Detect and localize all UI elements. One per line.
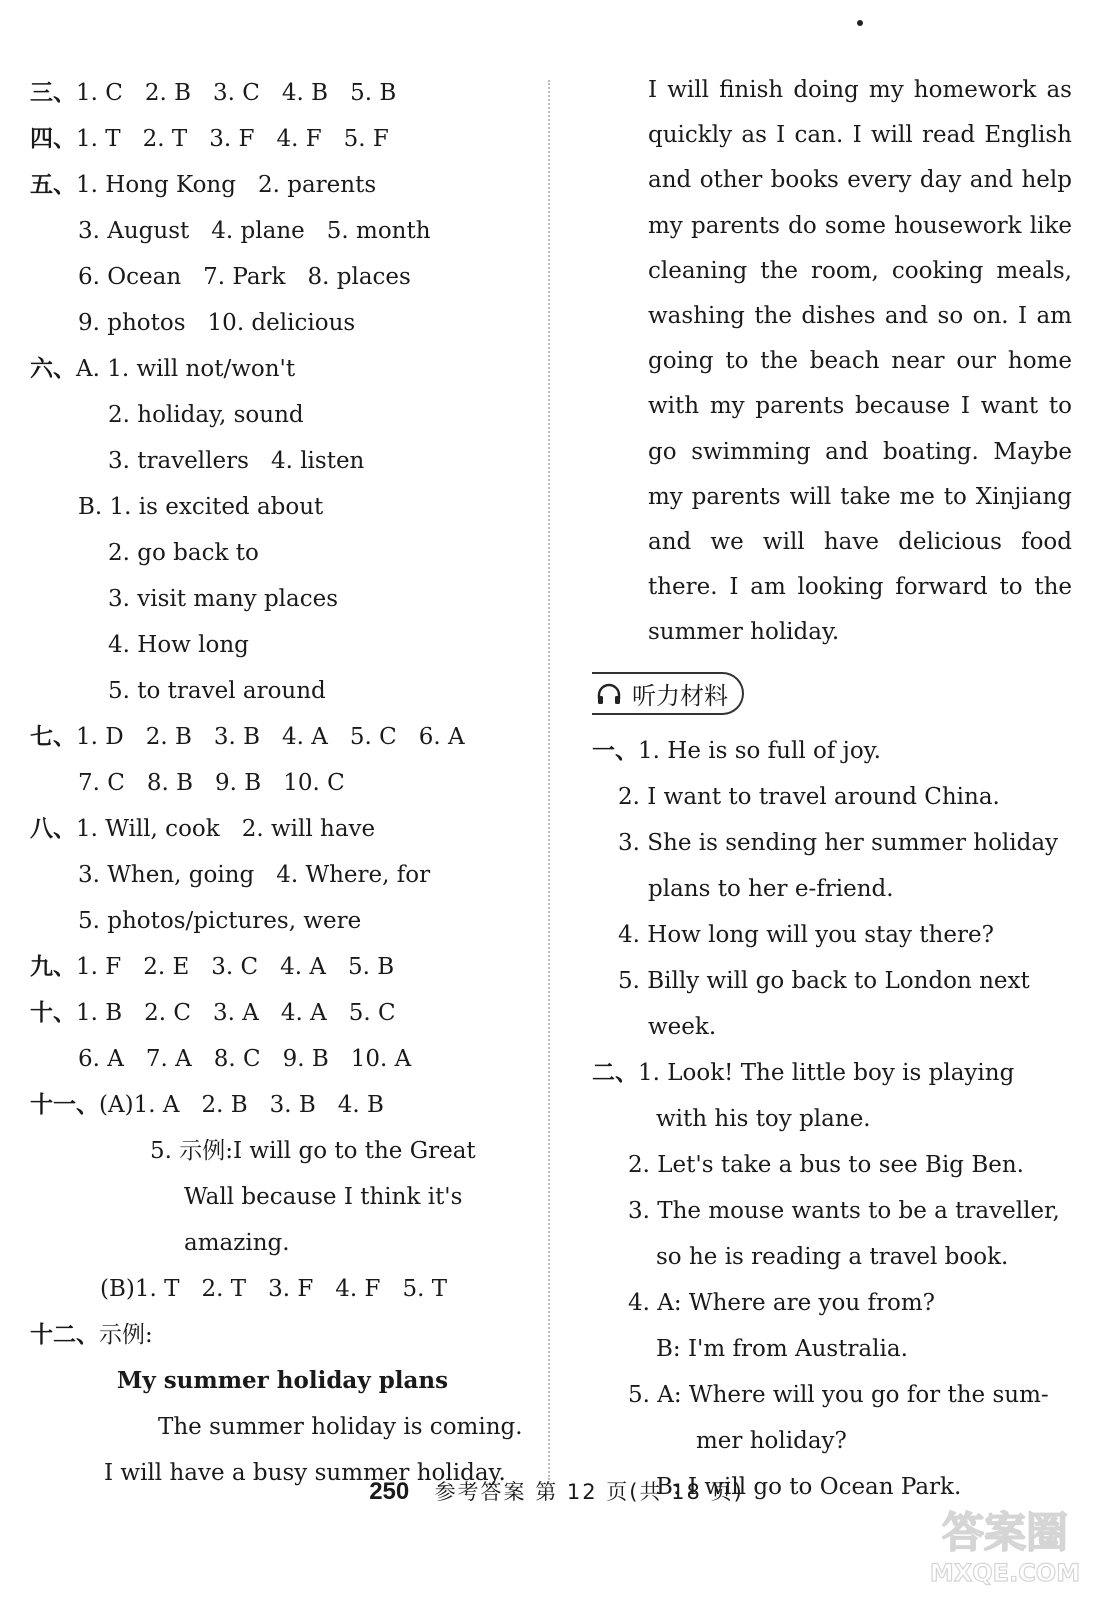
answer: 3. B bbox=[213, 724, 261, 750]
essay-text: I will have a busy summer holiday. bbox=[104, 1460, 506, 1486]
answer: 2. C bbox=[144, 1000, 192, 1026]
answer: 4. How long bbox=[108, 632, 249, 658]
answer: 1. is excited about bbox=[109, 494, 324, 520]
section-6-a1 bbox=[30, 346, 535, 392]
answer: 1. will not/won't bbox=[107, 356, 296, 382]
section-12-label bbox=[30, 1312, 535, 1358]
listening-2-item-5a bbox=[592, 1372, 1072, 1418]
svg-text:MXQE.COM: MXQE.COM bbox=[929, 1559, 1081, 1587]
section-number: 二、 bbox=[592, 1059, 638, 1086]
section-11-a5-line-3 bbox=[30, 1220, 535, 1266]
answer: 5. C bbox=[349, 724, 397, 750]
listening-2-item-3a bbox=[592, 1188, 1072, 1234]
listening-2-item-4b bbox=[592, 1326, 1072, 1372]
answer: 10. A bbox=[350, 1046, 412, 1072]
listening-2-item-4a bbox=[592, 1280, 1072, 1326]
answer: 1. A bbox=[133, 1092, 180, 1118]
answer: 5. B bbox=[350, 80, 397, 106]
listening-1-item-3b bbox=[592, 866, 1072, 912]
listening-2-item-1a bbox=[592, 1050, 1072, 1096]
listening-text: 1. He is so full of joy. bbox=[638, 737, 881, 764]
section-11-a5-line-2 bbox=[30, 1174, 535, 1220]
section-6-b1 bbox=[30, 484, 535, 530]
part-label: A. bbox=[76, 356, 100, 382]
section-number: 八、 bbox=[30, 816, 76, 842]
watermark-logo bbox=[915, 1495, 1095, 1590]
section-6-b5 bbox=[30, 668, 535, 714]
svg-text:答案圈: 答案圈 bbox=[941, 1508, 1069, 1557]
listening-text: 5. A: Where will you go for the sum- bbox=[628, 1381, 1049, 1408]
answer: Wall because I think it's bbox=[184, 1184, 463, 1210]
answer: 2. T bbox=[142, 126, 188, 152]
answer: 3. August bbox=[78, 218, 190, 244]
answer: 2. B bbox=[201, 1092, 248, 1118]
section-number: 四、 bbox=[30, 126, 76, 152]
answer: 7. C bbox=[78, 770, 125, 796]
section-9-answers bbox=[30, 944, 535, 990]
listening-text: 5. Billy will go back to London next bbox=[618, 967, 1030, 994]
part-label: (A) bbox=[99, 1092, 134, 1118]
answer: 5. F bbox=[343, 126, 389, 152]
answer: amazing. bbox=[184, 1230, 290, 1256]
answer: 3. C bbox=[211, 954, 259, 980]
section-7-row-1 bbox=[30, 714, 535, 760]
part-label: B. bbox=[78, 494, 103, 520]
answer: 2. go back to bbox=[108, 540, 259, 566]
listening-1-item-1 bbox=[592, 728, 1072, 774]
section-number: 十一、 bbox=[30, 1092, 99, 1118]
listening-badge bbox=[592, 672, 744, 715]
listening-text: plans to her e-friend. bbox=[648, 875, 894, 902]
answer: 3. travellers bbox=[108, 448, 249, 474]
answer: 2. holiday, sound bbox=[108, 402, 304, 428]
answer: 4. B bbox=[281, 80, 329, 106]
section-8-row-3 bbox=[30, 898, 535, 944]
section-number: 十、 bbox=[30, 1000, 76, 1026]
listening-text: B: I'm from Australia. bbox=[656, 1335, 908, 1362]
example-label: 示例: bbox=[99, 1322, 153, 1348]
answer: 5. month bbox=[326, 218, 431, 244]
listening-text: week. bbox=[648, 1013, 717, 1040]
section-10-row-2 bbox=[30, 1036, 535, 1082]
section-6-a3-a4 bbox=[30, 438, 535, 484]
answer: 8. B bbox=[146, 770, 194, 796]
answer: 1. D bbox=[76, 724, 124, 750]
answer: 4. F bbox=[335, 1276, 381, 1302]
section-number: 十二、 bbox=[30, 1322, 99, 1348]
answer: 4. A bbox=[280, 954, 326, 980]
section-6-b3 bbox=[30, 576, 535, 622]
answer: 4. A bbox=[280, 1000, 327, 1026]
section-5-row-1 bbox=[30, 162, 535, 208]
essay-line-1 bbox=[30, 1404, 535, 1450]
answer: 3. C bbox=[213, 80, 260, 106]
listening-text: 4. How long will you stay there? bbox=[618, 921, 994, 948]
answer: 4. A bbox=[282, 724, 328, 750]
answer: 4. F bbox=[276, 126, 322, 152]
section-5-row-3 bbox=[30, 254, 535, 300]
answer: 4. B bbox=[337, 1092, 384, 1118]
answer: 5. C bbox=[348, 1000, 396, 1026]
answer: 5. photos/pictures, were bbox=[78, 908, 362, 934]
answer: 5. to travel around bbox=[108, 678, 326, 704]
answer: 3. F bbox=[268, 1276, 314, 1302]
answer: 3. F bbox=[209, 126, 255, 152]
essay-title: My summer holiday plans bbox=[116, 1367, 449, 1394]
listening-text: 3. The mouse wants to be a traveller, bbox=[628, 1197, 1060, 1224]
answer: 8. C bbox=[213, 1046, 261, 1072]
answer: 3. visit many places bbox=[108, 586, 339, 612]
section-6-b4 bbox=[30, 622, 535, 668]
answer: 5. B bbox=[348, 954, 395, 980]
listening-1-item-5a bbox=[592, 958, 1072, 1004]
answer: 4. plane bbox=[211, 218, 305, 244]
listening-text: 4. A: Where are you from? bbox=[628, 1289, 935, 1316]
answer: 10. C bbox=[283, 770, 345, 796]
top-dot bbox=[857, 20, 863, 26]
answer: 1. B bbox=[76, 1000, 123, 1026]
section-4-answers bbox=[30, 116, 535, 162]
listening-2-item-2 bbox=[592, 1142, 1072, 1188]
section-number: 七、 bbox=[30, 724, 76, 750]
page-number: 250 bbox=[369, 1478, 410, 1505]
answer: 6. A bbox=[78, 1046, 124, 1072]
section-3-answers bbox=[30, 70, 535, 116]
answer: 1. Hong Kong bbox=[76, 172, 236, 198]
listening-1-item-2 bbox=[592, 774, 1072, 820]
answer: 3. B bbox=[269, 1092, 316, 1118]
listening-2-item-3b bbox=[592, 1234, 1072, 1280]
answer: 4. listen bbox=[270, 448, 365, 474]
answer: 1. C bbox=[76, 80, 123, 106]
answer: 5. 示例:I will go to the Great bbox=[150, 1138, 476, 1164]
column-divider bbox=[548, 80, 550, 1480]
section-number: 一、 bbox=[592, 737, 638, 764]
section-11-a5-line-1 bbox=[30, 1128, 535, 1174]
section-number: 九、 bbox=[30, 954, 76, 980]
answer: 3. A bbox=[213, 1000, 259, 1026]
section-6-a2 bbox=[30, 392, 535, 438]
answer: 1. T bbox=[76, 126, 121, 152]
answer: 6. A bbox=[418, 724, 465, 750]
listening-2-item-1b bbox=[592, 1096, 1072, 1142]
section-5-row-2 bbox=[30, 208, 535, 254]
essay-continued: I will finish doing my homework as quickly as I can. I will read English and other books every day and help my parents do some housework like cleaning the room, cooking meals, washing the dishes and so on. I am going to the beach near our home with my parents because I want to go swimming and boating. Maybe my parents will take me to Xinjiang and we will have delicious food there. I am looking forward to the summer holiday. bbox=[648, 77, 1072, 646]
section-10-row-1 bbox=[30, 990, 535, 1036]
listening-title: 听力材料 bbox=[632, 682, 728, 711]
answer: 3. When, going bbox=[78, 862, 255, 888]
answer: 9. B bbox=[215, 770, 262, 796]
answer: 6. Ocean bbox=[78, 264, 182, 290]
listening-text: with his toy plane. bbox=[656, 1105, 871, 1132]
listening-text: B: I will go to Ocean Park. bbox=[656, 1473, 962, 1500]
answer: 2. will have bbox=[241, 816, 376, 842]
answer: 10. delicious bbox=[207, 310, 356, 336]
answer: 1. T bbox=[134, 1276, 180, 1302]
listening-2-item-5b bbox=[592, 1418, 1072, 1464]
answer: 1. F bbox=[76, 954, 122, 980]
listening-1-item-5b bbox=[592, 1004, 1072, 1050]
section-11-b bbox=[30, 1266, 535, 1312]
headphone-icon bbox=[596, 683, 622, 705]
answer: 2. B bbox=[144, 80, 192, 106]
section-8-row-2 bbox=[30, 852, 535, 898]
answer: 9. photos bbox=[78, 310, 186, 336]
answer: 2. E bbox=[143, 954, 190, 980]
right-column bbox=[592, 68, 1072, 1510]
listening-text: so he is reading a travel book. bbox=[656, 1243, 1009, 1270]
section-5-row-4 bbox=[30, 300, 535, 346]
listening-1-item-3a bbox=[592, 820, 1072, 866]
part-label: (B) bbox=[100, 1276, 135, 1302]
answer: 5. T bbox=[402, 1276, 448, 1302]
listening-text: 2. I want to travel around China. bbox=[618, 783, 1000, 810]
essay-text: The summer holiday is coming. bbox=[158, 1414, 523, 1440]
left-column bbox=[30, 70, 535, 1496]
listening-text: 2. Let's take a bus to see Big Ben. bbox=[628, 1151, 1024, 1178]
listening-text: mer holiday? bbox=[696, 1427, 847, 1454]
answer: 7. Park bbox=[203, 264, 286, 290]
listening-text: 1. Look! The little boy is playing bbox=[638, 1059, 1015, 1086]
listening-text: 3. She is sending her summer holiday bbox=[618, 829, 1059, 856]
listening-header bbox=[592, 664, 1072, 724]
answer: 9. B bbox=[282, 1046, 329, 1072]
listening-1-item-4 bbox=[592, 912, 1072, 958]
section-number: 五、 bbox=[30, 172, 76, 198]
answer: 4. Where, for bbox=[276, 862, 431, 888]
section-number: 三、 bbox=[30, 80, 76, 106]
answer: 7. A bbox=[145, 1046, 192, 1072]
answer: 2. T bbox=[201, 1276, 247, 1302]
footer-text: 参考答案 第 12 页(共 18 页) bbox=[434, 1480, 744, 1504]
section-number: 六、 bbox=[30, 356, 76, 382]
section-8-row-1 bbox=[30, 806, 535, 852]
answer: 1. Will, cook bbox=[76, 816, 220, 842]
answer: 2. parents bbox=[257, 172, 377, 198]
answer: 2. B bbox=[145, 724, 192, 750]
section-11-a bbox=[30, 1082, 535, 1128]
section-6-b2 bbox=[30, 530, 535, 576]
section-7-row-2 bbox=[30, 760, 535, 806]
answer: 8. places bbox=[307, 264, 411, 290]
